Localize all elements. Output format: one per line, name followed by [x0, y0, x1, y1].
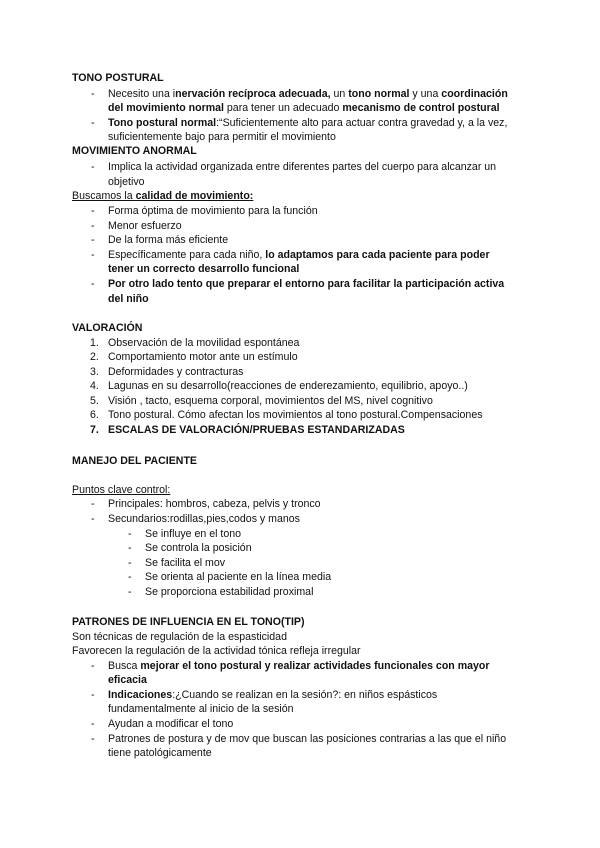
list-item: Menor esfuerzo — [108, 220, 182, 232]
especificamente-line2: tener un correcto desarrollo funcional — [108, 263, 300, 275]
heading-manejo: MANEJO DEL PACIENTE — [72, 455, 197, 467]
sub-item: Se influye en el tono — [145, 528, 242, 540]
valoracion-item: Comportamiento motor ante un estímulo — [108, 351, 298, 363]
bullet-dash: - — [91, 205, 95, 217]
valoracion-item: Tono postural. Cómo afectan los movimientos al tono postural.Compensaciones — [108, 409, 483, 421]
bullet-dash: - — [91, 117, 95, 129]
list-number: 2. — [90, 351, 99, 363]
indicaciones-line1: Indicaciones:¿Cuando se realizan en la sesión?: en niños espásticos — [108, 689, 438, 701]
patron-line1: Patrones de postura y de mov que buscan las posiciones contrarias a las que el niño — [108, 733, 507, 745]
tono-item1-line2: del movimiento normal para tener un adecuado mecanismo de control postural — [108, 102, 500, 114]
bullet-dash: - — [91, 498, 95, 510]
ayudan-line: Ayudan a modificar el tono — [108, 718, 234, 730]
patron-line2: tiene patológicamente — [108, 747, 212, 759]
bullet-dash: - — [128, 557, 132, 569]
bullet-dash: - — [91, 660, 95, 672]
bullet-dash: - — [91, 278, 95, 290]
bullet-dash: - — [128, 528, 132, 540]
tono-item1-line1: Necesito una inervación recíproca adecuada, un tono normal y una coordinación — [108, 88, 508, 100]
bullet-dash: - — [91, 88, 95, 100]
list-number: 1. — [90, 337, 99, 349]
tono-item2-line1: Tono postural normal:“Suficientemente alto para actuar contra gravedad y, a la vez, — [108, 117, 508, 129]
bullet-dash: - — [91, 689, 95, 701]
bullet-dash: - — [91, 718, 95, 730]
list-number: 6. — [90, 409, 99, 421]
busca-line2: eficacia — [108, 674, 147, 686]
heading-valoracion: VALORACIÓN — [72, 322, 143, 334]
valoracion-item: Deformidades y contracturas — [108, 366, 244, 378]
puntos-clave: Puntos clave control: — [72, 484, 171, 496]
movimiento-item1-line2: objetivo — [108, 176, 145, 188]
busca-line1: Busca mejorar el tono postural y realizar actividades funcionales con mayor — [108, 660, 490, 672]
patrones-line1: Son técnicas de regulación de la espasticidad — [72, 631, 287, 643]
list-number: 4. — [90, 380, 99, 392]
principales-line: Principales: hombros, cabeza, pelvis y tronco — [108, 498, 321, 510]
sub-item: Se controla la posición — [145, 542, 252, 554]
buscamos-line: Buscamos la calidad de movimiento: — [72, 190, 254, 202]
bullet-dash: - — [91, 249, 95, 261]
valoracion-item: Visión , tacto, esquema corporal, movimientos del MS, nivel cognitivo — [108, 395, 433, 407]
heading-tono-postural: TONO POSTURAL — [72, 72, 164, 84]
bullet-dash: - — [128, 571, 132, 583]
list-item: Forma óptima de movimiento para la función — [108, 205, 318, 217]
list-number: 5. — [90, 395, 99, 407]
secundarios-line: Secundarios:rodillas,pies,codos y manos — [108, 513, 300, 525]
list-number: 7. — [90, 424, 99, 436]
sub-item: Se proporciona estabilidad proximal — [145, 586, 314, 598]
heading-movimiento-anormal: MOVIMIENTO ANORMAL — [72, 145, 197, 157]
list-item: De la forma más eficiente — [108, 234, 229, 246]
bullet-dash: - — [91, 513, 95, 525]
valoracion-item: Observación de la movilidad espontánea — [108, 337, 300, 349]
bullet-dash: - — [128, 586, 132, 598]
list-number: 3. — [90, 366, 99, 378]
bullet-dash: - — [128, 542, 132, 554]
tono-item2-line2: suficientemente bajo para permitir el movimiento — [108, 131, 336, 143]
sub-item: Se orienta al paciente en la línea media — [145, 571, 332, 583]
entorno-line2: del niño — [108, 293, 149, 305]
valoracion-item: Lagunas en su desarrollo(reacciones de enderezamiento, equilibrio, apoyo..) — [108, 380, 468, 392]
indicaciones-line2: fundamentalmente al inicio de la sesión — [108, 703, 294, 715]
bullet-dash: - — [91, 161, 95, 173]
bullet-dash: - — [91, 733, 95, 745]
movimiento-item1-line1: Implica la actividad organizada entre diferentes partes del cuerpo para alcanzar un — [108, 161, 497, 173]
valoracion-item: ESCALAS DE VALORACIÓN/PRUEBAS ESTANDARIZADAS — [108, 424, 405, 436]
especificamente-line1: Específicamente para cada niño, lo adaptamos para cada paciente para poder — [108, 249, 490, 261]
bullet-dash: - — [91, 220, 95, 232]
patrones-line2: Favorecen la regulación de la actividad tónica refleja irregular — [72, 645, 361, 657]
entorno-line1: Por otro lado tento que preparar el entorno para facilitar la participación activa — [108, 278, 505, 290]
heading-patrones: PATRONES DE INFLUENCIA EN EL TONO(TIP) — [72, 616, 305, 628]
bullet-dash: - — [91, 234, 95, 246]
sub-item: Se facilita el mov — [145, 557, 226, 569]
